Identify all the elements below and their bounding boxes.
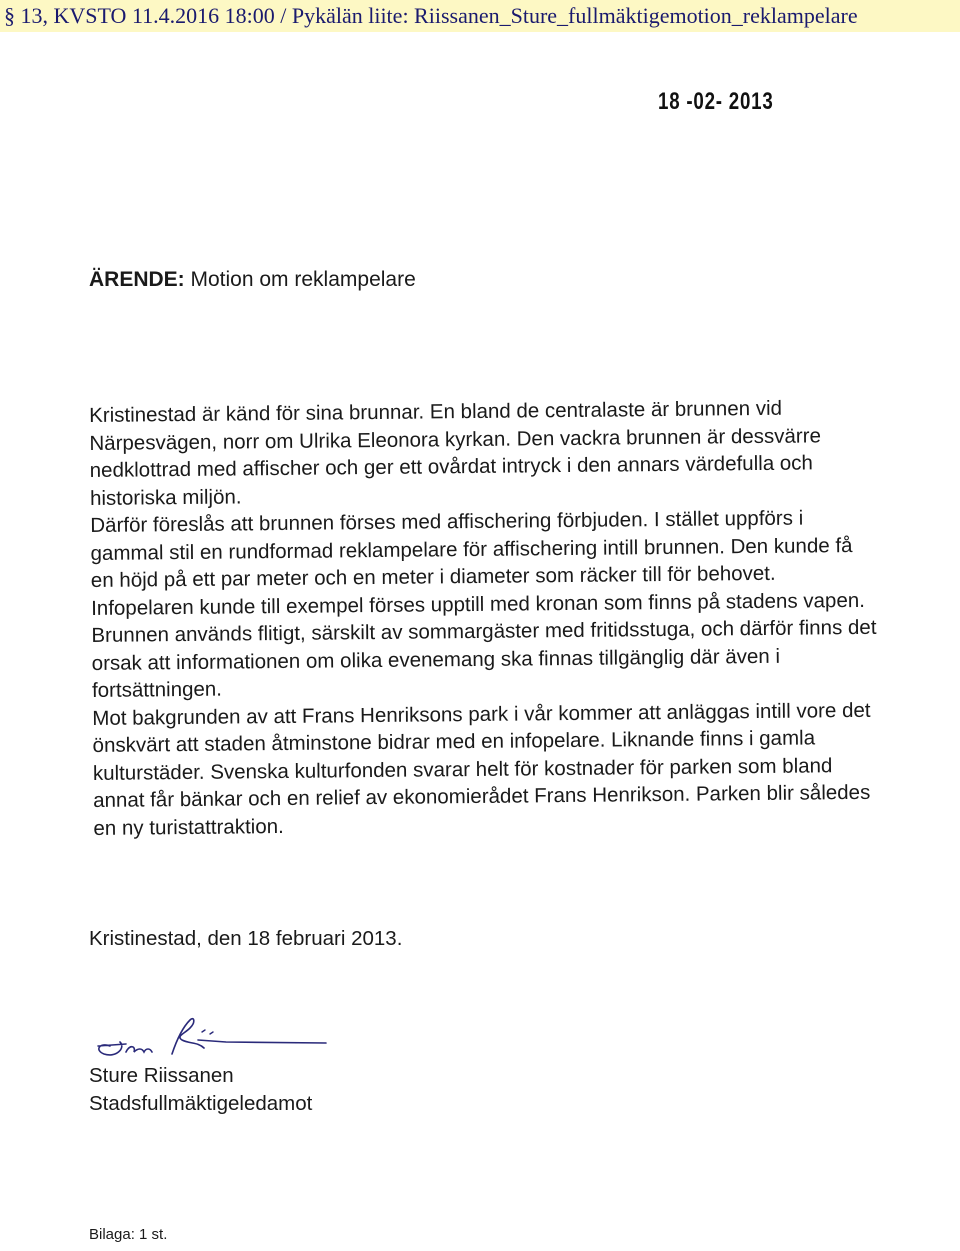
- body-paragraph-2: Därför föreslås att brunnen förses med affischering förbjuden. I stället uppförs i gammal stil en rundformad reklampelare för affischering intill brunnen. Den kunde få en höjd på ett par meter och en meter i diameter som räcker till för behovet. Infopelaren kunde till exempel förses upptill med kronan som finns på stadens vapen.: [90, 506, 866, 620]
- signer-title: Stadsfullmäktigeledamot: [89, 1092, 313, 1115]
- body-paragraph-4: Mot bakgrunden av att Frans Henriksons park i vår kommer att anläggas intill vore det önskvärt att staden åtminstone bidrar med en infopelare. Liknande finns i gamla kulturstäder. Svenska kulturfonden svarar helt för kostnader för parken som bland annat får bänkar och en relief av ekonomierådet Frans Henrikson. Parken blir således en ny turistattraktion.: [92, 698, 871, 840]
- motion-body: [89, 394, 884, 842]
- place-and-date: Kristinestad, den 18 februari 2013.: [89, 927, 403, 950]
- signer-name: Sture Riissanen: [89, 1064, 234, 1087]
- received-date-stamp: 18 -02- 2013: [658, 88, 774, 115]
- handwritten-signature: [86, 1012, 336, 1068]
- subject-line: [89, 268, 416, 292]
- document-header-bar: § 13, KVSTO 11.4.2016 18:00 / Pykälän liite: Riissanen_Sture_fullmäktigemotion_reklampelare: [0, 0, 960, 32]
- attachment-note: Bilaga: 1 st.: [89, 1226, 168, 1243]
- subject-label: ÄRENDE:: [89, 268, 185, 291]
- body-paragraph-1: Kristinestad är känd för sina brunnar. En bland de centralaste är brunnen vid Närpesvägen, norr om Ulrika Eleonora kyrkan. Den vackra brunnen är dessvärre nedklottrad med affischer och ger ett ovårdat intryck i den annars värdefulla och historiska miljön.: [89, 396, 822, 510]
- body-paragraph-3: Brunnen används flitigt, särskilt av sommargäster med fritidsstuga, och därför finns det orsak att informationen om olika evenemang ska finnas tillgänglig där även i fortsättningen.: [91, 615, 877, 702]
- subject-text: Motion om reklampelare: [184, 268, 416, 291]
